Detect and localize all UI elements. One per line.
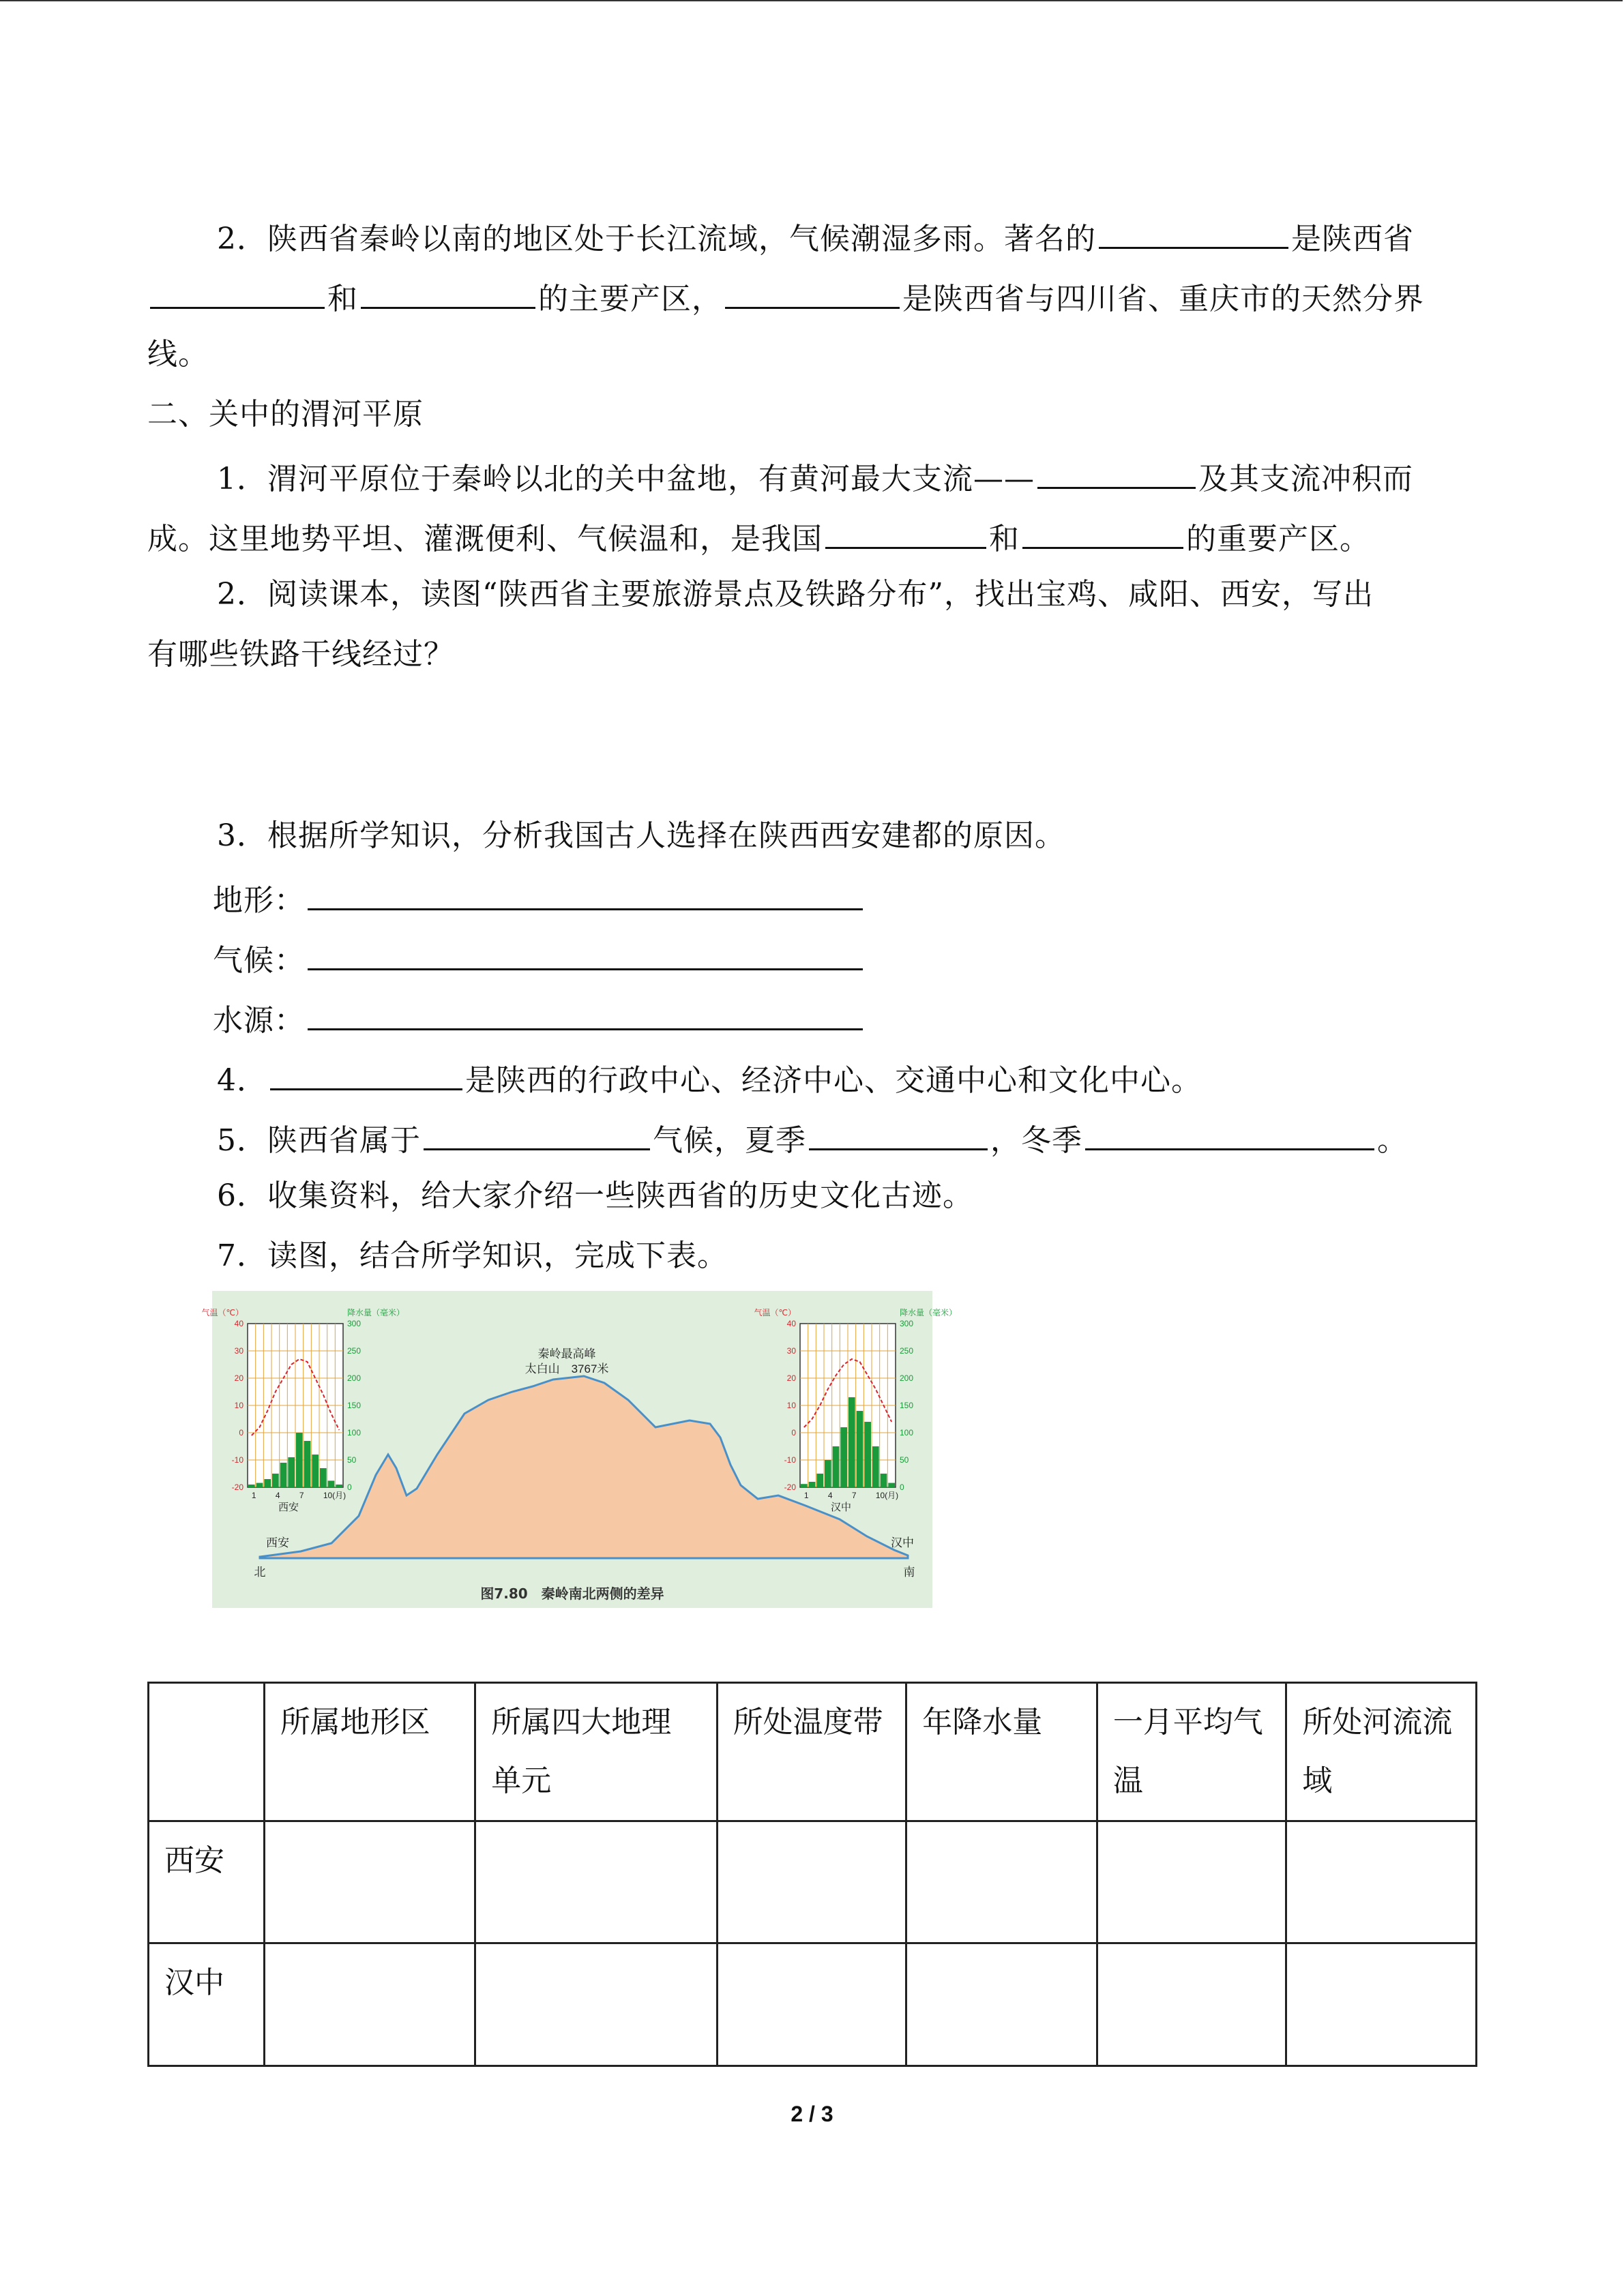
- q2-line2: [147, 274, 1424, 320]
- hanzhong-location-label: 汉中: [891, 1536, 914, 1549]
- water-label: 水源：: [213, 1003, 305, 1038]
- hanzhong-precip-axis-title: 降水量（毫米）: [900, 1308, 958, 1317]
- south-label: 南: [903, 1566, 915, 1579]
- q2-text-d: 是陕西省与四川省、重庆市的天然分界: [902, 282, 1424, 316]
- page-number: 2 / 3: [791, 2102, 833, 2126]
- s2q1-text-b: 及其支流冲积而: [1198, 462, 1413, 496]
- hanzhong-climate-chart: [754, 1307, 958, 1513]
- hanzhong-precip-tick: 200: [900, 1373, 914, 1383]
- xian-precip-tick: 50: [347, 1455, 357, 1465]
- s2q5: [217, 1116, 1408, 1161]
- hanzhong-month-tick: 10(月): [875, 1491, 899, 1500]
- hanzhong-temp-tick: 10: [786, 1401, 796, 1410]
- header-temp-zone: 所处温度带: [717, 1683, 906, 1821]
- s2q3: 3．根据所学知识，分析我国古人选择在陕西西安建都的原因。: [217, 818, 1065, 853]
- table-cell[interactable]: [475, 1821, 717, 1943]
- hanzhong-precip-bar: [864, 1422, 871, 1487]
- header-geo-unit: 所属四大地理单元: [475, 1683, 717, 1821]
- peak-label-1: 秦岭最高峰: [537, 1347, 596, 1360]
- q2-line1: [217, 214, 1414, 260]
- xian-precip-bar: [288, 1457, 295, 1487]
- hanzhong-precip-tick: 100: [900, 1428, 914, 1437]
- xian-precip-bar: [312, 1455, 319, 1487]
- hanzhong-temp-tick: 30: [786, 1346, 796, 1356]
- qinling-figure: [201, 1291, 958, 1608]
- table-cell[interactable]: [1286, 1821, 1477, 1943]
- s2q6: 6．收集资料，给大家介绍一些陕西省的历史文化古迹。: [217, 1178, 973, 1213]
- xian-temp-axis-title: 气温（℃）: [201, 1308, 243, 1317]
- terrain-row: [213, 876, 866, 921]
- hanzhong-temp-tick: 20: [786, 1373, 796, 1383]
- header-precip: 年降水量: [906, 1683, 1097, 1821]
- hanzhong-temp-tick: 40: [786, 1319, 796, 1328]
- hanzhong-precip-bar: [848, 1397, 855, 1487]
- xian-precip-bar: [336, 1485, 342, 1487]
- blank-crop-2[interactable]: [1022, 514, 1183, 549]
- xian-temp-tick: -20: [231, 1482, 243, 1492]
- hanzhong-precip-tick: 0: [900, 1482, 904, 1492]
- hanzhong-precip-tick: 50: [900, 1455, 909, 1465]
- blank-climate[interactable]: [308, 936, 863, 970]
- s2q1-line1: [217, 454, 1413, 500]
- table-cell[interactable]: [717, 1943, 906, 2066]
- xian-precip-axis-title: 降水量（毫米）: [347, 1308, 405, 1317]
- xian-precip-bar: [256, 1483, 263, 1487]
- s2q5-text-c: ，冬季: [990, 1123, 1082, 1158]
- hanzhong-precip-tick: 150: [900, 1401, 914, 1410]
- s2q7: 7．读图，结合所学知识，完成下表。: [217, 1238, 728, 1273]
- xian-precip-tick: 300: [347, 1319, 361, 1328]
- xian-month-tick: 10(月): [323, 1491, 346, 1500]
- xian-temp-tick: 30: [234, 1346, 243, 1356]
- s2q4-number: 4．: [217, 1063, 267, 1098]
- climate-row: [213, 936, 866, 981]
- hanzhong-precip-bar: [809, 1482, 816, 1487]
- xian-precip-tick: 250: [347, 1346, 361, 1356]
- hanzhong-month-tick: 1: [803, 1491, 809, 1500]
- section2-title: 二、关中的渭河平原: [147, 397, 424, 432]
- hanzhong-precip-bar: [825, 1460, 831, 1487]
- q2-text-c: 的主要产区，: [538, 282, 722, 316]
- hanzhong-precip-bar: [833, 1446, 840, 1487]
- xian-precip-bar: [272, 1474, 279, 1487]
- blank-terrain[interactable]: [308, 876, 863, 910]
- table-cell[interactable]: [906, 1943, 1097, 2066]
- q2-text-b: 是陕西省: [1291, 222, 1414, 256]
- xian-temp-tick: 20: [234, 1373, 243, 1383]
- s2q1-text-and: 和: [989, 522, 1020, 556]
- table-cell[interactable]: [1097, 1821, 1286, 1943]
- blank-winter[interactable]: [1085, 1116, 1374, 1150]
- hanzhong-precip-bar: [816, 1474, 823, 1487]
- s2q4: [217, 1056, 1202, 1101]
- table-cell[interactable]: [906, 1821, 1097, 1943]
- hanzhong-temp-tick: -20: [784, 1482, 796, 1492]
- table-cell[interactable]: [1286, 1943, 1477, 2066]
- q2-text-a: 2．陕西省秦岭以南的地区处于长江流域，气候潮湿多雨。著名的: [217, 222, 1096, 256]
- hanzhong-city-label: 汉中: [830, 1502, 852, 1513]
- xian-precip-bar: [264, 1479, 271, 1487]
- table-cell[interactable]: [264, 1943, 475, 2066]
- s2q5-text-a: 5．陕西省属于: [217, 1123, 421, 1158]
- xian-precip-tick: 0: [347, 1482, 352, 1492]
- xian-precip-tick: 100: [347, 1428, 361, 1437]
- hanzhong-precip-bar: [888, 1483, 895, 1487]
- s2q1-line2: [147, 514, 1370, 560]
- table-header-row: [149, 1683, 1477, 1821]
- blank-climate-type[interactable]: [424, 1116, 650, 1150]
- terrain-label: 地形：: [213, 883, 305, 918]
- s2q5-text-d: 。: [1377, 1123, 1408, 1158]
- hanzhong-temp-tick: 0: [791, 1428, 796, 1437]
- xian-precip-bar: [328, 1480, 335, 1487]
- hanzhong-temp-axis-title: 气温（℃）: [754, 1308, 796, 1317]
- xian-city-label: 西安: [278, 1502, 299, 1513]
- hanzhong-month-tick: 4: [827, 1491, 833, 1500]
- s2q1-text-d: 的重要产区。: [1186, 522, 1370, 556]
- qinling-profile-svg: [201, 1291, 958, 1608]
- hanzhong-precip-bar: [872, 1446, 879, 1487]
- hanzhong-precip-bar: [857, 1411, 863, 1487]
- blank-water[interactable]: [308, 996, 863, 1030]
- xian-precip-bar: [248, 1485, 255, 1487]
- hanzhong-temp-tick: -10: [784, 1455, 796, 1465]
- header-blank: [149, 1683, 265, 1821]
- blank-boundary[interactable]: [725, 274, 900, 309]
- north-label: 北: [254, 1566, 266, 1579]
- hanzhong-precip-tick: 300: [900, 1319, 914, 1328]
- table-cell[interactable]: [264, 1821, 475, 1943]
- table-row: [149, 1943, 1477, 2066]
- blank-capital[interactable]: [270, 1056, 462, 1090]
- xian-month-tick: 4: [275, 1491, 280, 1500]
- blank-crop-1[interactable]: [825, 514, 986, 549]
- xian-month-tick: 7: [299, 1491, 304, 1500]
- table-cell[interactable]: [717, 1821, 906, 1943]
- climate-label: 气候：: [213, 943, 305, 978]
- hanzhong-month-tick: 7: [851, 1491, 857, 1500]
- s2q5-text-b: 气候，夏季: [653, 1123, 806, 1158]
- hanzhong-precip-tick: 250: [900, 1346, 914, 1356]
- blank-product-1[interactable]: [150, 274, 325, 309]
- s2q1-text-c: 成。这里地势平坦、灌溉便利、气候温和，是我国: [147, 522, 823, 556]
- xian-temp-tick: 0: [239, 1428, 243, 1437]
- row-label-xian: 西安: [149, 1821, 265, 1943]
- blank-summer[interactable]: [809, 1116, 988, 1150]
- header-river-basin: 所处河流流域: [1286, 1683, 1477, 1821]
- blank-tributary[interactable]: [1037, 454, 1196, 489]
- hanzhong-precip-bar: [801, 1484, 808, 1487]
- water-row: [213, 996, 866, 1041]
- table-cell[interactable]: [1097, 1943, 1286, 2066]
- blank-famous-mountain[interactable]: [1099, 214, 1288, 249]
- figure-caption: 图7.80 秦岭南北两侧的差异: [480, 1585, 664, 1602]
- xian-temp-tick: 40: [234, 1319, 243, 1328]
- hanzhong-precip-bar: [840, 1427, 847, 1487]
- xian-precip-tick: 150: [347, 1401, 361, 1410]
- table-row: [149, 1821, 1477, 1943]
- s2q2-line1: 2．阅读课本，读图“陕西省主要旅游景点及铁路分布”，找出宝鸡、咸阳、西安，写出: [217, 577, 1374, 612]
- xian-precip-bar: [304, 1441, 311, 1487]
- q2-line3: 线。: [147, 337, 209, 372]
- q2-text-and: 和: [327, 282, 358, 316]
- xian-precip-bar: [296, 1433, 303, 1487]
- s2q2-line2: 有哪些铁路干线经过？: [147, 637, 454, 672]
- xian-location-label: 西安: [266, 1536, 289, 1549]
- header-jan-temp: 一月平均气温: [1097, 1683, 1286, 1821]
- s2q4-text: 是陕西的行政中心、经济中心、交通中心和文化中心。: [465, 1063, 1202, 1098]
- xian-temp-tick: -10: [231, 1455, 243, 1465]
- xian-precip-tick: 200: [347, 1373, 361, 1383]
- xian-precip-bar: [280, 1463, 287, 1487]
- header-landform: 所属地形区: [264, 1683, 475, 1821]
- table-cell[interactable]: [475, 1943, 717, 2066]
- hanzhong-precip-bar: [881, 1474, 887, 1487]
- s2q1-text-a: 1．渭河平原位于秦岭以北的关中盆地，有黄河最大支流——: [217, 462, 1035, 496]
- row-label-hanzhong: 汉中: [149, 1943, 265, 2066]
- xian-month-tick: 1: [251, 1491, 256, 1500]
- answer-table: [147, 1682, 1477, 2067]
- peak-label-2: 太白山 3767米: [525, 1362, 609, 1375]
- blank-product-2[interactable]: [361, 274, 535, 309]
- xian-temp-tick: 10: [234, 1401, 243, 1410]
- page-top-border: [0, 0, 1623, 3]
- xian-precip-bar: [320, 1468, 327, 1487]
